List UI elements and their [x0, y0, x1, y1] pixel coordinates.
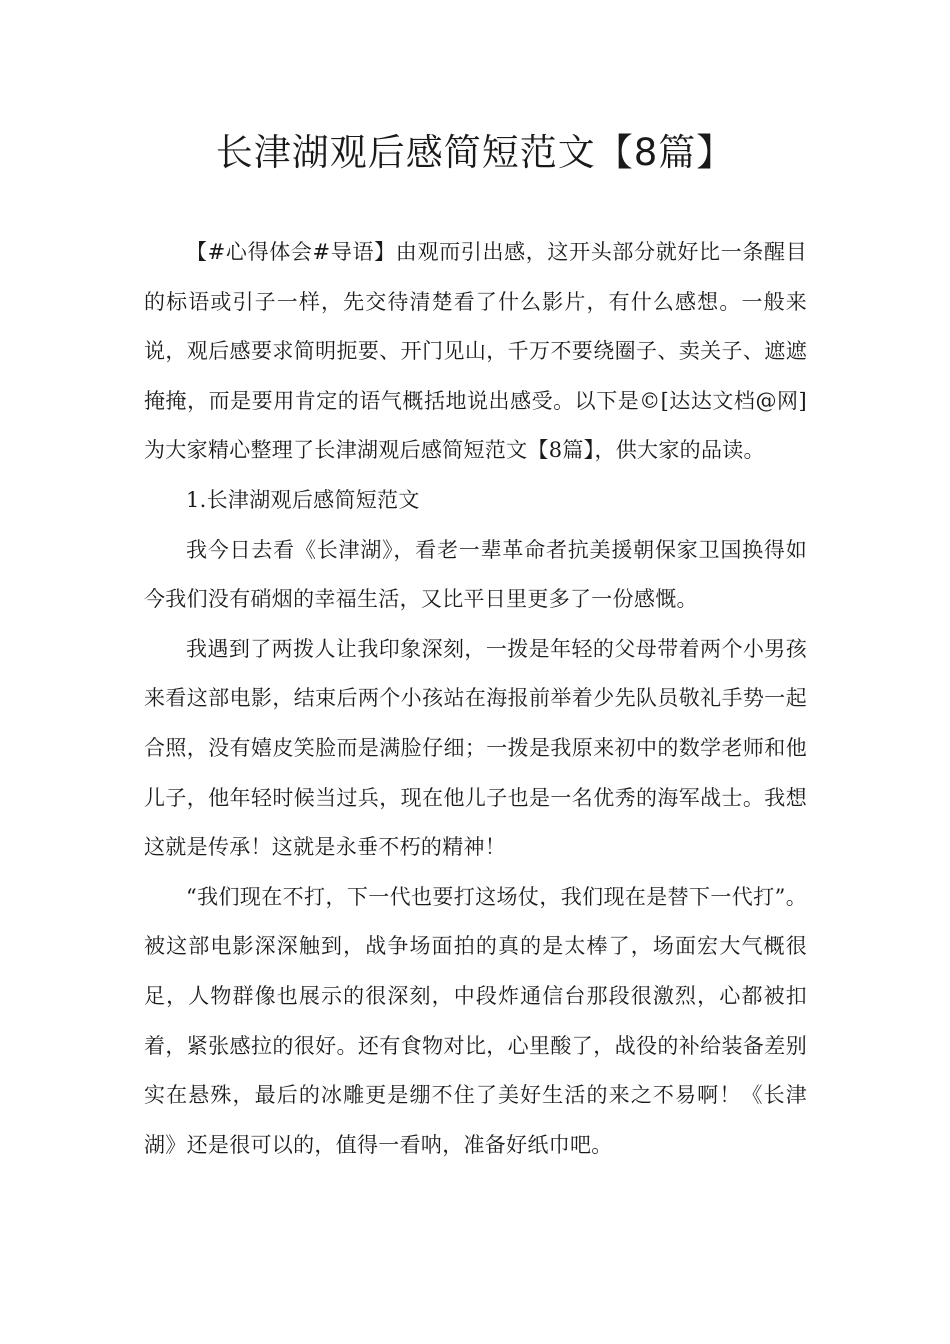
document-body: [144, 228, 807, 1170]
document-title: 长津湖观后感简短范文【8篇】: [215, 131, 735, 174]
body-paragraph: 我遇到了两拨人让我印象深刻，一拨是年轻的父母带着两个小男孩来看这部电影，结束后两个小孩站在海报前举着少先队员敬礼手势一起合照，没有嬉皮笑脸而是满脸仔细；一拨是我原来初中的数学老师和他儿子，他年轻时候当过兵，现在他儿子也是一名优秀的海军战士。我想这就是传承！这就是永垂不朽的精神！: [144, 636, 807, 860]
intro-paragraph: 【#心得体会#导语】由观而引出感，这开头部分就好比一条醒目的标语或引子一样，先交待清楚看了什么影片，有什么感想。一般来说，观后感要求简明扼要、开门见山，千万不要绕圈子、卖关子、遮遮掩掩，而是要用肯定的语气概括地说出感受。以下是©[达达文档@网]为大家精心整理了长津湖观后感简短范文【8篇】，供大家的品读。: [144, 240, 807, 463]
body-paragraph: 我今日去看《长津湖》，看老一辈革命者抗美援朝保家卫国换得如今我们没有硝烟的幸福生活，又比平日里更多了一份感慨。: [144, 537, 807, 612]
section-heading: 1.长津湖观后感简短范文: [186, 487, 420, 512]
body-paragraph: “我们现在不打，下一代也要打这场仗，我们现在是替下一代打”。被这部电影深深触到，战争场面拍的真的是太棒了，场面宏大气概很足，人物群像也展示的很深刻，中段炸通信台那段很激烈，心都被扣着，紧张感拉的很好。还有食物对比，心里酸了，战役的补给装备差别实在悬殊，最后的冰雕更是绷不住了美好生活的来之不易啊！《长津湖》还是很可以的，值得一看呐，准备好纸巾吧。: [144, 884, 807, 1157]
